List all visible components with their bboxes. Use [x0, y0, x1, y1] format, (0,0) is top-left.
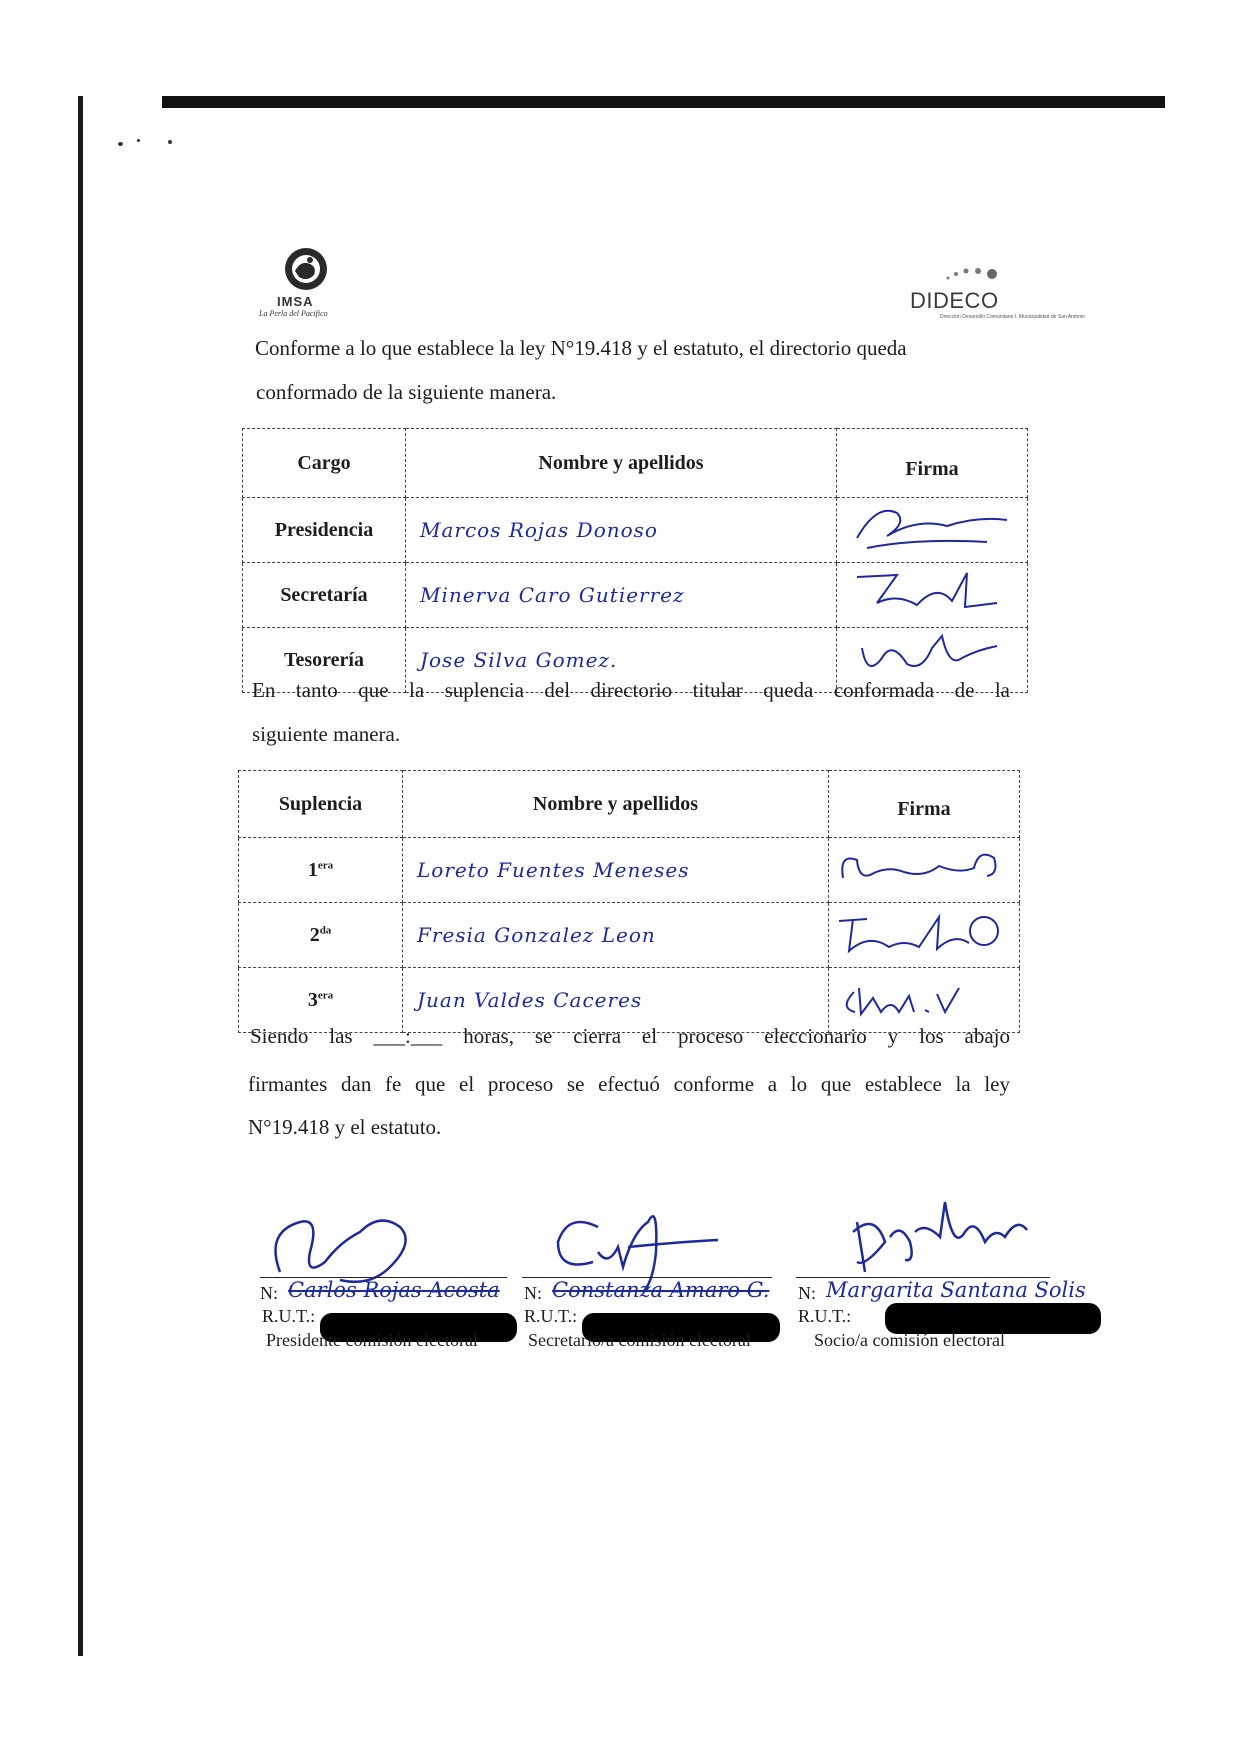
- nombre-cell: Fresia Gonzalez Leon: [403, 903, 829, 968]
- imsa-tagline: La Perla del Pacifico: [259, 309, 328, 318]
- signer-rut-label: R.U.T.:: [262, 1306, 316, 1326]
- signer-rut-label: R.U.T.:: [798, 1306, 852, 1326]
- ordinal-number: 2: [309, 923, 320, 946]
- signer-name-value: Carlos Rojas Acosta: [288, 1278, 500, 1302]
- scan-speck: [168, 140, 172, 144]
- scan-speck: [118, 142, 123, 146]
- firma-cell: [837, 498, 1028, 563]
- col-header-firma: Firma: [837, 429, 1028, 498]
- signer-role: Presidente comisión electoral: [266, 1330, 478, 1350]
- suplencia-intro-line-1: En tanto que la suplencia del directorio titular queda conformada de la: [252, 678, 1010, 702]
- signer-name-label: N:: [524, 1283, 542, 1303]
- nombre-cell: Marcos Rojas Donoso: [406, 498, 837, 563]
- imsa-emblem-icon: [283, 246, 329, 292]
- ordinal-suffix: da: [319, 923, 332, 936]
- scan-border-top: [162, 96, 1165, 108]
- table-row: [239, 903, 1020, 968]
- col-header-nombre: Nombre y apellidos: [406, 429, 837, 498]
- scan-speck: [137, 139, 140, 142]
- col-header-nombre: Nombre y apellidos: [403, 771, 829, 838]
- scan-border-left: [78, 96, 83, 1656]
- signature-mark: [829, 838, 1009, 896]
- table-row: [243, 498, 1028, 563]
- cargo-cell: Tesorería: [243, 628, 406, 693]
- suplencia-intro-line-2: siguiente manera.: [252, 722, 401, 746]
- imsa-logo: [255, 244, 355, 318]
- closing-line-2: firmantes dan fe que el proceso se efectuó conforme a lo que establece la ley: [248, 1072, 1010, 1096]
- table-header-row: [239, 771, 1020, 838]
- ordinal-number: 1: [307, 858, 318, 881]
- signature-mark: [829, 903, 1009, 961]
- imsa-logo-text: IMSA: [277, 294, 314, 309]
- intro-line-2: conformado de la siguiente manera.: [256, 380, 557, 404]
- suplencia-cell: [239, 838, 403, 903]
- table-header-row: [243, 429, 1028, 498]
- signature-mark: [837, 498, 1017, 556]
- closing-line-1: Siendo las ___:___ horas, se cierra el proceso eleccionario y los abajo: [250, 1024, 1010, 1048]
- signature-mark: [837, 563, 1017, 621]
- signer-name-label: N:: [798, 1283, 816, 1303]
- signer-name-label: N:: [260, 1283, 278, 1303]
- dideco-dots-icon: [942, 262, 1002, 284]
- cargo-cell: Secretaría: [243, 563, 406, 628]
- nombre-cell: Minerva Caro Gutierrez: [406, 563, 837, 628]
- intro-line-1: Conforme a lo que establece la ley N°19.418 y el estatuto, el directorio queda: [255, 336, 907, 360]
- board-table: [242, 428, 1028, 693]
- suplencia-cell: [239, 903, 403, 968]
- dideco-logo-text: DIDECO: [910, 288, 999, 313]
- dideco-tagline: Dirección Desarrollo Comunitario I. Municipalidad de San Antonio: [940, 314, 1085, 320]
- suplencia-table: [238, 770, 1020, 1033]
- signer-rut-label: R.U.T.:: [524, 1306, 578, 1326]
- signer-name-value: Constanza Amaro G.: [552, 1278, 770, 1302]
- col-header-cargo: Cargo: [243, 429, 406, 498]
- table-row: [243, 563, 1028, 628]
- firma-cell: [829, 838, 1020, 903]
- closing-line-3: N°19.418 y el estatuto.: [248, 1115, 442, 1139]
- cargo-cell: Presidencia: [243, 498, 406, 563]
- table-row: [239, 838, 1020, 903]
- signer-role: Socio/a comisión electoral: [814, 1330, 1005, 1350]
- nombre-cell: Loreto Fuentes Meneses: [403, 838, 829, 903]
- ordinal-number: 3: [307, 988, 318, 1011]
- ordinal-suffix: era: [317, 858, 334, 871]
- signer-name-value: Margarita Santana Solis: [826, 1278, 1086, 1302]
- ordinal-suffix: era: [317, 988, 334, 1001]
- firma-cell: [837, 563, 1028, 628]
- signer-role: Secretario/a comisión electoral: [528, 1330, 751, 1350]
- col-header-suplencia: Suplencia: [239, 771, 403, 838]
- col-header-firma: Firma: [829, 771, 1020, 838]
- firma-cell: [829, 903, 1020, 968]
- dideco-logo: [908, 262, 1085, 320]
- nombre-cell: Jose Silva Gomez.: [406, 628, 837, 693]
- nombre-cell: Juan Valdes Caceres: [403, 968, 829, 1033]
